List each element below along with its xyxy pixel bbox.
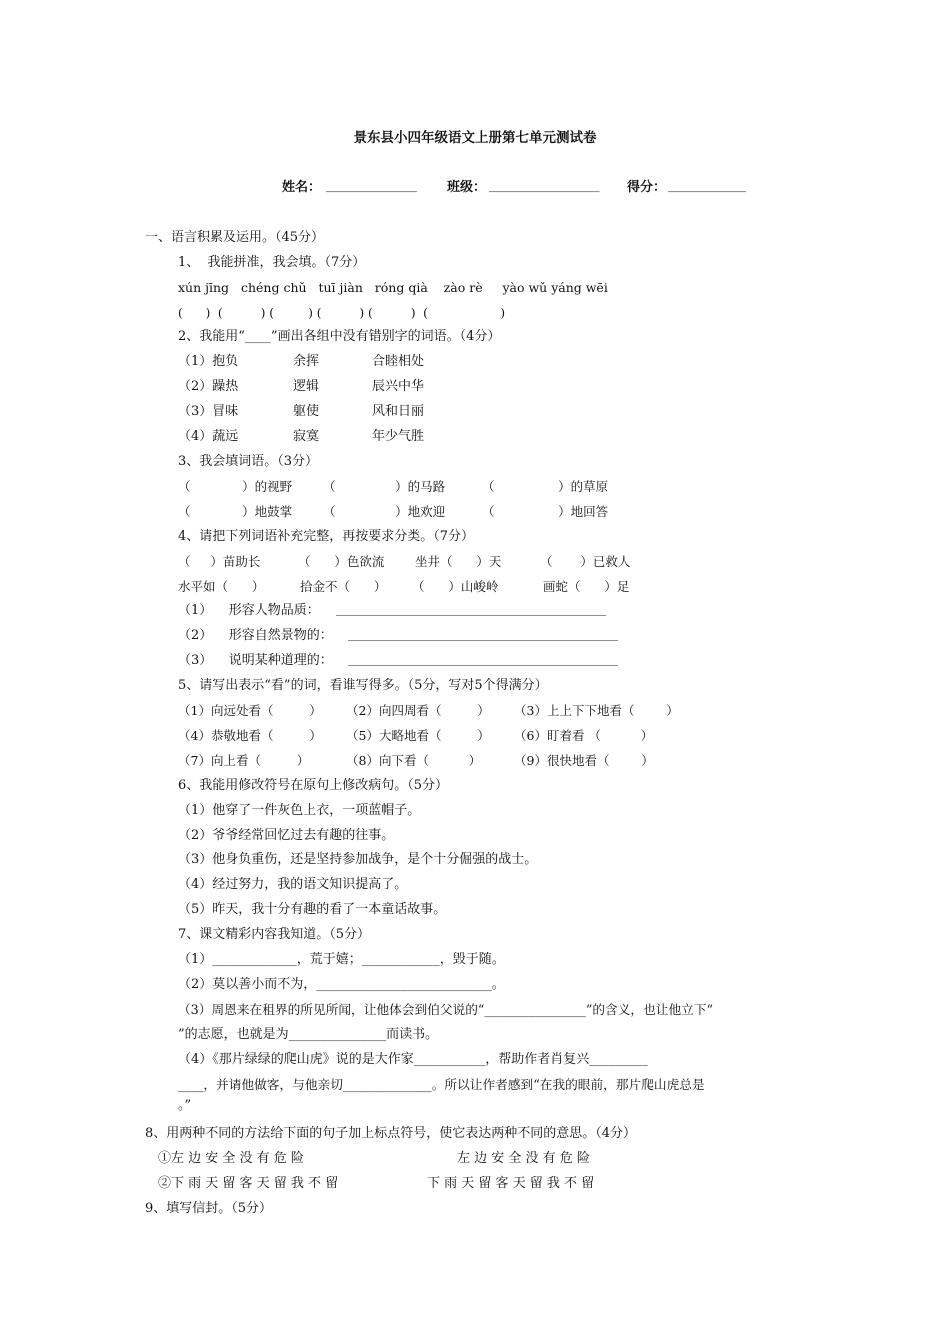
q7-item[interactable]: ”的志愿，也就是为_______________而读书。 [178,1027,439,1042]
q7-item[interactable]: （3）周恩来在租界的所见所闻，让他体会到伯父说的“________________”的含义，也让他立下“ [178,1002,714,1017]
q2-word[interactable]: 寂寞 [293,429,320,444]
q4-idiom[interactable]: （ ）已救人 [540,554,631,569]
q4-idiom[interactable]: 画蛇（ ）足 [543,579,630,594]
q2-word[interactable]: （4）蔬远 [178,429,239,444]
q2-word[interactable]: 逻辑 [293,379,320,394]
q7-item[interactable]: （4）《那片绿绿的爬山虎》说的是大作家___________，帮助作者肖复兴_________ [178,1052,648,1067]
q5-item[interactable]: （1）向远处看（ ） [178,703,322,718]
q5-item[interactable]: （8）向下看（ ） [346,753,482,768]
q3-blank[interactable]: （ ）的草原 [482,479,609,494]
q5-item[interactable]: （6）盯着看 （ ） [514,728,654,743]
q2-word[interactable]: 余挥 [293,354,320,369]
q4-classify-field[interactable]: _____________________________________________ [348,652,618,666]
q4-classify-label: （2） 形容自然景物的： [178,628,333,643]
q6-sentence[interactable]: （3）他身负重伤，还是坚持参加战争，是个十分倔强的战士。 [178,852,538,867]
q6-title: 6、我能用修改符号在原句上修改病句。（5分） [178,778,449,793]
q6-sentence[interactable]: （1）他穿了一件灰色上衣，一项蓝帽子。 [178,803,421,818]
q5-item[interactable]: （4）恭敬地看（ ） [178,728,322,743]
q2-word[interactable]: （1）抱负 [178,354,239,369]
q4-title: 4、请把下列词语补充完整，再按要求分类。（7分） [178,529,475,544]
q8-title: 8、用两种不同的方法给下面的句子加上标点符号，使它表达两种不同的意思。（4分） [145,1126,637,1141]
q5-item[interactable]: （3）上上下下地看（ ） [514,703,679,718]
q5-item[interactable]: （5）大略地看（ ） [346,728,490,743]
q7-item[interactable]: （2）莫以善小而不为，___________________________。 [178,977,505,992]
q5-item[interactable]: （7）向上看（ ） [178,753,310,768]
name-field[interactable]: ______________ [326,178,417,193]
q8-sentence[interactable]: 左 边 安 全 没 有 危 险 [457,1151,590,1166]
q6-sentence[interactable]: （4）经过努力，我的语文知识提高了。 [178,877,408,892]
q7-item[interactable]: ____，并请他做客，与他亲切______________。所以让作者感到“在我的眼前，那片爬山虎总是 [178,1077,705,1092]
q4-classify-label: （3） 说明某种道理的： [178,653,333,668]
q4-classify-label: （1） 形容人物品质： [178,603,320,618]
q2-word[interactable]: 合睦相处 [372,354,425,369]
score-field[interactable]: ____________ [668,178,746,193]
q3-blank[interactable]: （ ）地鼓掌 [178,504,293,519]
class-field[interactable]: _________________ [489,178,600,193]
q6-sentence[interactable]: （5）昨天，我十分有趣的看了一本童话故事。 [178,902,447,917]
q8-sentence[interactable]: 下 雨 天 留 客 天 留 我 不 留 [427,1176,595,1191]
q4-idiom[interactable]: （ ）山峻岭 [412,579,499,594]
q1-pinyin: xún jīng chéng chǔ tuī jiàn róng qià zào rè yào wǔ yáng wēi [178,280,608,295]
q2-word[interactable]: （3）冒味 [178,404,239,419]
class-label: 班级： [447,180,487,195]
q4-classify-field[interactable]: _____________________________________________ [348,627,618,641]
q4-idiom[interactable]: 水平如（ ） [178,579,265,594]
q4-classify-field[interactable]: _____________________________________________ [336,602,606,616]
q4-idiom[interactable]: 坐井（ ）天 [415,554,502,569]
q3-blank[interactable]: （ ）的视野 [178,479,293,494]
q2-word[interactable]: 躯使 [293,404,320,419]
q4-idiom[interactable]: 拾金不（ ） [300,579,387,594]
q5-title: 5、请写出表示“看”的词，看谁写得多。（5分，写对5个得满分） [178,678,548,693]
q3-blank[interactable]: （ ）地欢迎 [323,504,446,519]
q4-idiom[interactable]: （ ）色欲流 [298,554,385,569]
q4-idiom[interactable]: （ ）苗助长 [178,554,261,569]
q7-item[interactable]: 。” [178,1098,192,1113]
q3-title: 3、我会填词语。（3分） [178,454,319,469]
name-label: 姓名： [282,180,322,195]
q1-title: 1、 我能拼准，我会填。（7分） [178,255,366,270]
score-label: 得分： [627,180,667,195]
q1-blanks[interactable]: ( ) ( ) ( ) ( ) ( ) ( ) [178,306,506,320]
q6-sentence[interactable]: （2）爷爷经常回忆过去有趣的往事。 [178,828,395,843]
q5-item[interactable]: （2）向四周看（ ） [346,703,490,718]
section1-heading: 一、语言积累及运用。（45分） [145,230,325,245]
q3-blank[interactable]: （ ）地回答 [482,504,609,519]
q2-title: 2、我能用“____”画出各组中没有错别字的词语。（4分） [178,329,501,344]
q2-word[interactable]: （2）躁热 [178,379,239,394]
q7-item[interactable]: （1）_____________，荒于嬉；____________，毁于随。 [178,952,505,967]
q2-word[interactable]: 辰兴中华 [372,379,425,394]
q3-blank[interactable]: （ ）的马路 [323,479,446,494]
q8-sentence[interactable]: ①左 边 安 全 没 有 危 险 [158,1151,304,1166]
q2-word[interactable]: 年少气胜 [372,429,425,444]
q5-item[interactable]: （9）很快地看（ ） [514,753,654,768]
q9-title: 9、填写信封。（5分） [145,1201,273,1216]
q7-title: 7、课文精彩内容我知道。（5分） [178,927,371,942]
q2-word[interactable]: 风和日丽 [372,404,425,419]
page-title: 景东县小四年级语文上册第七单元测试卷 [353,130,597,146]
q8-sentence[interactable]: ②下 雨 天 留 客 天 留 我 不 留 [158,1176,339,1191]
